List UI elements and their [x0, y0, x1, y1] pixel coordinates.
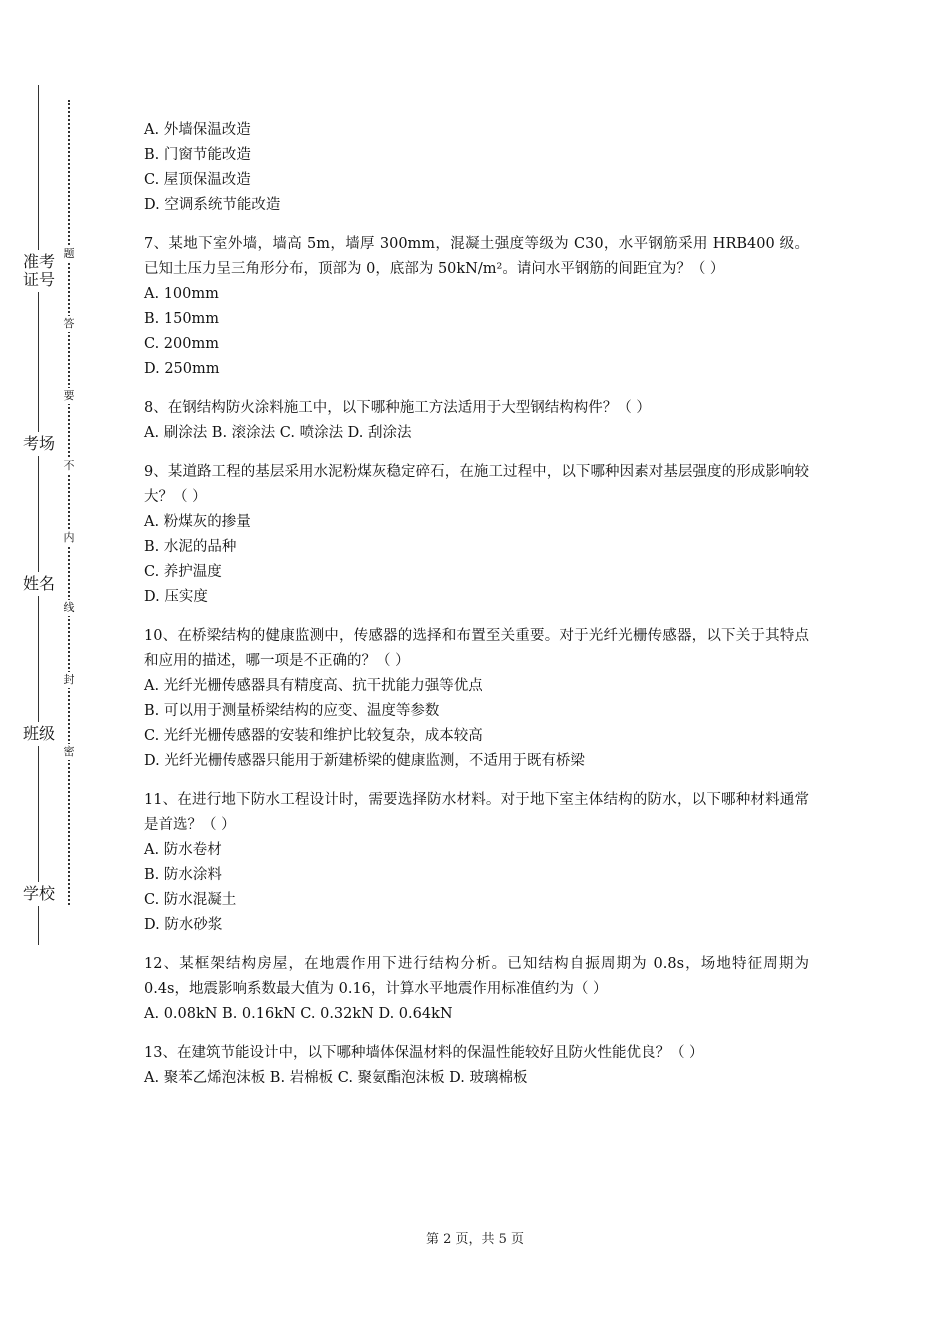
option-c: C. 屋顶保温改造 [144, 172, 251, 188]
options-inline: A. 聚苯乙烯泡沫板 B. 岩棉板 C. 聚氨酯泡沫板 D. 玻璃棉板 [144, 1070, 528, 1086]
option-b: B. 防水涂料 [144, 867, 222, 883]
question-stem: 11、在进行地下防水工程设计时，需要选择防水材料。对于地下室主体结构的防水，以下哪种材料通常是首选？（ ） [144, 792, 809, 833]
name-label: 姓名 [22, 572, 56, 596]
continued-question-options [144, 118, 809, 218]
seal-char-ti: 题 [61, 246, 77, 262]
seal-char-feng: 封 [61, 672, 77, 688]
question-stem: 7、某地下室外墙，墙高 5m，墙厚 300mm，混凝土强度等级为 C30，水平钢筋采用 HRB400 级。已知土压力呈三角形分布，顶部为 0，底部为 50kN/m²。请问水平钢筋的间距宜为？（ ） [144, 236, 809, 277]
options-inline: A. 0.08kN B. 0.16kN C. 0.32kN D. 0.64kN [144, 1006, 453, 1022]
seal-char-bu: 不 [61, 458, 77, 474]
question-stem: 8、在钢结构防火涂料施工中，以下哪种施工方法适用于大型钢结构构件？（ ） [144, 400, 651, 416]
question-stem: 13、在建筑节能设计中，以下哪种墙体保温材料的保温性能较好且防火性能优良？（ ） [144, 1045, 704, 1061]
option-d: D. 光纤光栅传感器只能用于新建桥梁的健康监测，不适用于既有桥梁 [144, 753, 585, 769]
option-c: C. 光纤光栅传感器的安装和维护比较复杂，成本较高 [144, 728, 483, 744]
seal-char-nei: 内 [61, 530, 77, 546]
question-10 [144, 624, 809, 774]
exam-room-label: 考场 [22, 432, 56, 456]
option-c: C. 200mm [144, 336, 219, 352]
option-d: D. 压实度 [144, 589, 208, 605]
question-13 [144, 1041, 809, 1091]
option-b: B. 可以用于测量桥梁结构的应变、温度等参数 [144, 703, 440, 719]
seal-char-xian: 线 [61, 600, 77, 616]
option-d: D. 防水砂浆 [144, 917, 223, 933]
seal-char-mi: 密 [61, 744, 77, 760]
option-b: B. 150mm [144, 311, 220, 327]
option-a: A. 防水卷材 [144, 842, 222, 858]
seal-char-yao: 要 [61, 388, 77, 404]
question-content [144, 118, 809, 1105]
binding-margin [0, 0, 90, 1344]
option-a: A. 外墙保温改造 [144, 122, 251, 138]
option-c: C. 防水混凝土 [144, 892, 237, 908]
option-d: D. 250mm [144, 361, 220, 377]
option-a: A. 光纤光栅传感器具有精度高、抗干扰能力强等优点 [144, 678, 483, 694]
class-label: 班级 [22, 722, 56, 746]
question-9 [144, 460, 809, 610]
question-stem: 12、某框架结构房屋，在地震作用下进行结构分析。已知结构自振周期为 0.8s，场地特征周期为 0.4s，地震影响系数最大值为 0.16，计算水平地震作用标准值约为（ ） [144, 956, 809, 997]
binding-solid-line [38, 85, 39, 945]
question-stem: 10、在桥梁结构的健康监测中，传感器的选择和布置至关重要。对于光纤光栅传感器，以下关于其特点和应用的描述，哪一项是不正确的？（ ） [144, 628, 809, 669]
page-footer: 第 2 页，共 5 页 [425, 1232, 525, 1247]
admission-number-label: 准考证号 [22, 250, 56, 292]
question-stem: 9、某道路工程的基层采用水泥粉煤灰稳定碎石，在施工过程中，以下哪种因素对基层强度的形成影响较大？（ ） [144, 464, 809, 505]
option-a: A. 粉煤灰的掺量 [144, 514, 251, 530]
question-7 [144, 232, 809, 382]
option-b: B. 水泥的品种 [144, 539, 237, 555]
question-12 [144, 952, 809, 1027]
option-c: C. 养护温度 [144, 564, 222, 580]
school-label: 学校 [22, 882, 56, 906]
options-inline: A. 刷涂法 B. 滚涂法 C. 喷涂法 D. 刮涂法 [144, 425, 412, 441]
option-b: B. 门窗节能改造 [144, 147, 251, 163]
question-8 [144, 396, 809, 446]
seal-char-da: 答 [61, 316, 77, 332]
option-d: D. 空调系统节能改造 [144, 197, 281, 213]
seal-dotted-line [68, 100, 70, 905]
option-a: A. 100mm [144, 286, 219, 302]
question-11 [144, 788, 809, 938]
